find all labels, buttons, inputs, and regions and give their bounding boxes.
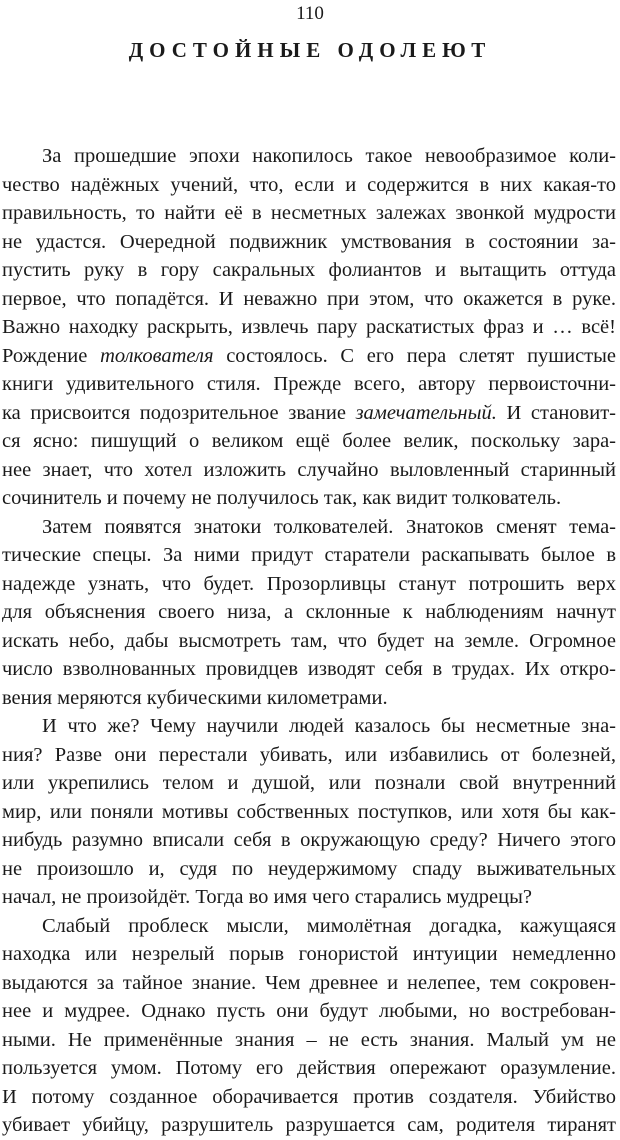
text-run: нее знает, что хотел изложить случайно выловленный старинный bbox=[2, 458, 616, 481]
text-line bbox=[2, 456, 616, 485]
text-line bbox=[2, 370, 616, 399]
text-run: правильность, то найти её в несметных залежах звонкой мудрости bbox=[2, 202, 616, 224]
text-run: Слабый проблеск мысли, мимолётная догадка, кажущаяся bbox=[42, 914, 616, 937]
text-run: Важно находку раскрыть, извлечь пару раскатистых фраз и … всё! bbox=[2, 316, 616, 338]
text-line bbox=[2, 855, 616, 884]
text-line bbox=[2, 171, 616, 200]
text-line bbox=[2, 1083, 616, 1112]
text-run: Затем появятся знатоки толкователей. Знатоков сменят тема- bbox=[42, 515, 616, 538]
text-run: выдаются за тайное знание. Чем древнее и нелепее, тем сокровен- bbox=[2, 971, 616, 994]
text-run: надежде узнать, что будет. Прозорливцы станут потрошить верх bbox=[2, 572, 616, 595]
text-run: нибудь разумно вписали себя в окружающую среду? Ничего этого bbox=[2, 829, 616, 851]
text-line bbox=[2, 598, 616, 627]
text-run: находка или незрелый порыв гонористой интуиции немедленно bbox=[2, 943, 616, 965]
text-run: И что же? Чему научили людей казалось бы несметные зна- bbox=[42, 715, 616, 737]
text-line bbox=[2, 541, 616, 570]
text-line bbox=[2, 798, 616, 827]
text-line bbox=[2, 826, 616, 855]
text-run: И становит- bbox=[496, 401, 616, 424]
text-line bbox=[2, 399, 616, 428]
paragraph bbox=[2, 712, 616, 912]
paragraph bbox=[2, 142, 616, 513]
text-line bbox=[2, 142, 616, 171]
text-line bbox=[2, 997, 616, 1026]
text-line bbox=[2, 199, 616, 228]
page-number: 110 bbox=[296, 3, 324, 24]
text-run: не произошло и, судя по неудержимому спаду выживательных bbox=[2, 857, 616, 880]
text-run: пользуется умом. Потому его действия опережают оразумление. bbox=[2, 1057, 616, 1079]
text-run: пустить руку в гору сакральных фолиантов и вытащить оттуда bbox=[2, 259, 616, 281]
text-line bbox=[2, 256, 616, 285]
text-run: состоялось. С его пера слетят пушистые bbox=[213, 344, 616, 367]
text-run: За прошедшие эпохи накопилось такое невообразимое коли- bbox=[42, 145, 616, 167]
text-line bbox=[2, 228, 616, 257]
text-run: для объяснения своего низа, а склонные к наблюдениям начнут bbox=[2, 601, 616, 623]
text-run: или укрепились телом и душой, или познали свой внутренний bbox=[2, 772, 616, 794]
text-line bbox=[2, 969, 616, 998]
text-line bbox=[2, 883, 616, 912]
text-line bbox=[2, 912, 616, 941]
italic-term: замечательный. bbox=[355, 401, 497, 424]
text-run: И потому созданное оборачивается против создателя. Убийство bbox=[2, 1085, 616, 1108]
text-run: ными. Не применённые знания – не есть знания. Малый ум не bbox=[2, 1028, 616, 1051]
text-run: вения меряются кубическими километрами. bbox=[2, 686, 388, 709]
chapter-title: ДОСТОЙНЫЕ ОДОЛЕЮТ bbox=[128, 38, 492, 62]
text-run: сочинитель и почему не получилось так, как видит толкователь. bbox=[2, 487, 562, 509]
text-run: Рождение bbox=[2, 344, 101, 367]
text-run: книги удивительного стиля. Прежде всего, автору первоисточни- bbox=[2, 373, 616, 395]
text-line bbox=[2, 741, 616, 770]
text-run: ка присвоится подозрительное звание bbox=[2, 401, 356, 424]
text-run: число взволнованных провидцев изводят себя в трудах. Их откро- bbox=[2, 658, 616, 680]
text-line bbox=[2, 484, 616, 513]
text-line bbox=[2, 712, 616, 741]
text-line bbox=[2, 1054, 616, 1083]
text-run: тические спецы. За ними придут старатели раскапывать былое в bbox=[2, 544, 616, 566]
text-line bbox=[2, 1111, 616, 1140]
text-run: искать небо, дабы высмотреть там, что будет на земле. Огромное bbox=[2, 629, 616, 652]
text-run: убивает убийцу, разрушитель разрушается сам, родителя тиранят bbox=[2, 1114, 616, 1136]
text-line bbox=[2, 313, 616, 342]
text-run: ния? Разве они перестали убивать, или избавились от болезней, bbox=[2, 743, 616, 766]
paragraph bbox=[2, 513, 616, 713]
paragraph bbox=[2, 912, 616, 1140]
text-run: не удастся. Очередной подвижник умствования в состоянии за- bbox=[2, 230, 616, 253]
body-text bbox=[2, 142, 616, 1140]
text-run: чество надёжных учений, что, если и содержится в них какая-то bbox=[2, 173, 616, 196]
text-run: ся ясно: пишущий о великом ещё более велик, поскольку зара- bbox=[2, 430, 616, 452]
text-line bbox=[2, 655, 616, 684]
text-run: начал, не произойдёт. Тогда во имя чего старались мудрецы? bbox=[2, 886, 532, 908]
text-line bbox=[2, 940, 616, 969]
text-run: мир, или поняли мотивы собственных поступков, или хотя бы как- bbox=[2, 800, 616, 823]
text-line bbox=[2, 684, 616, 713]
italic-term: толкователя bbox=[100, 344, 214, 367]
text-line bbox=[2, 342, 616, 371]
text-line bbox=[2, 627, 616, 656]
text-run: нее и мудрее. Однако пусть они будут любыми, но востребован- bbox=[2, 1000, 616, 1022]
text-line bbox=[2, 285, 616, 314]
text-line bbox=[2, 769, 616, 798]
text-run: первое, что попадётся. И неважно при этом, что окажется в руке. bbox=[2, 287, 616, 310]
text-line bbox=[2, 513, 616, 542]
text-line bbox=[2, 570, 616, 599]
text-line bbox=[2, 427, 616, 456]
